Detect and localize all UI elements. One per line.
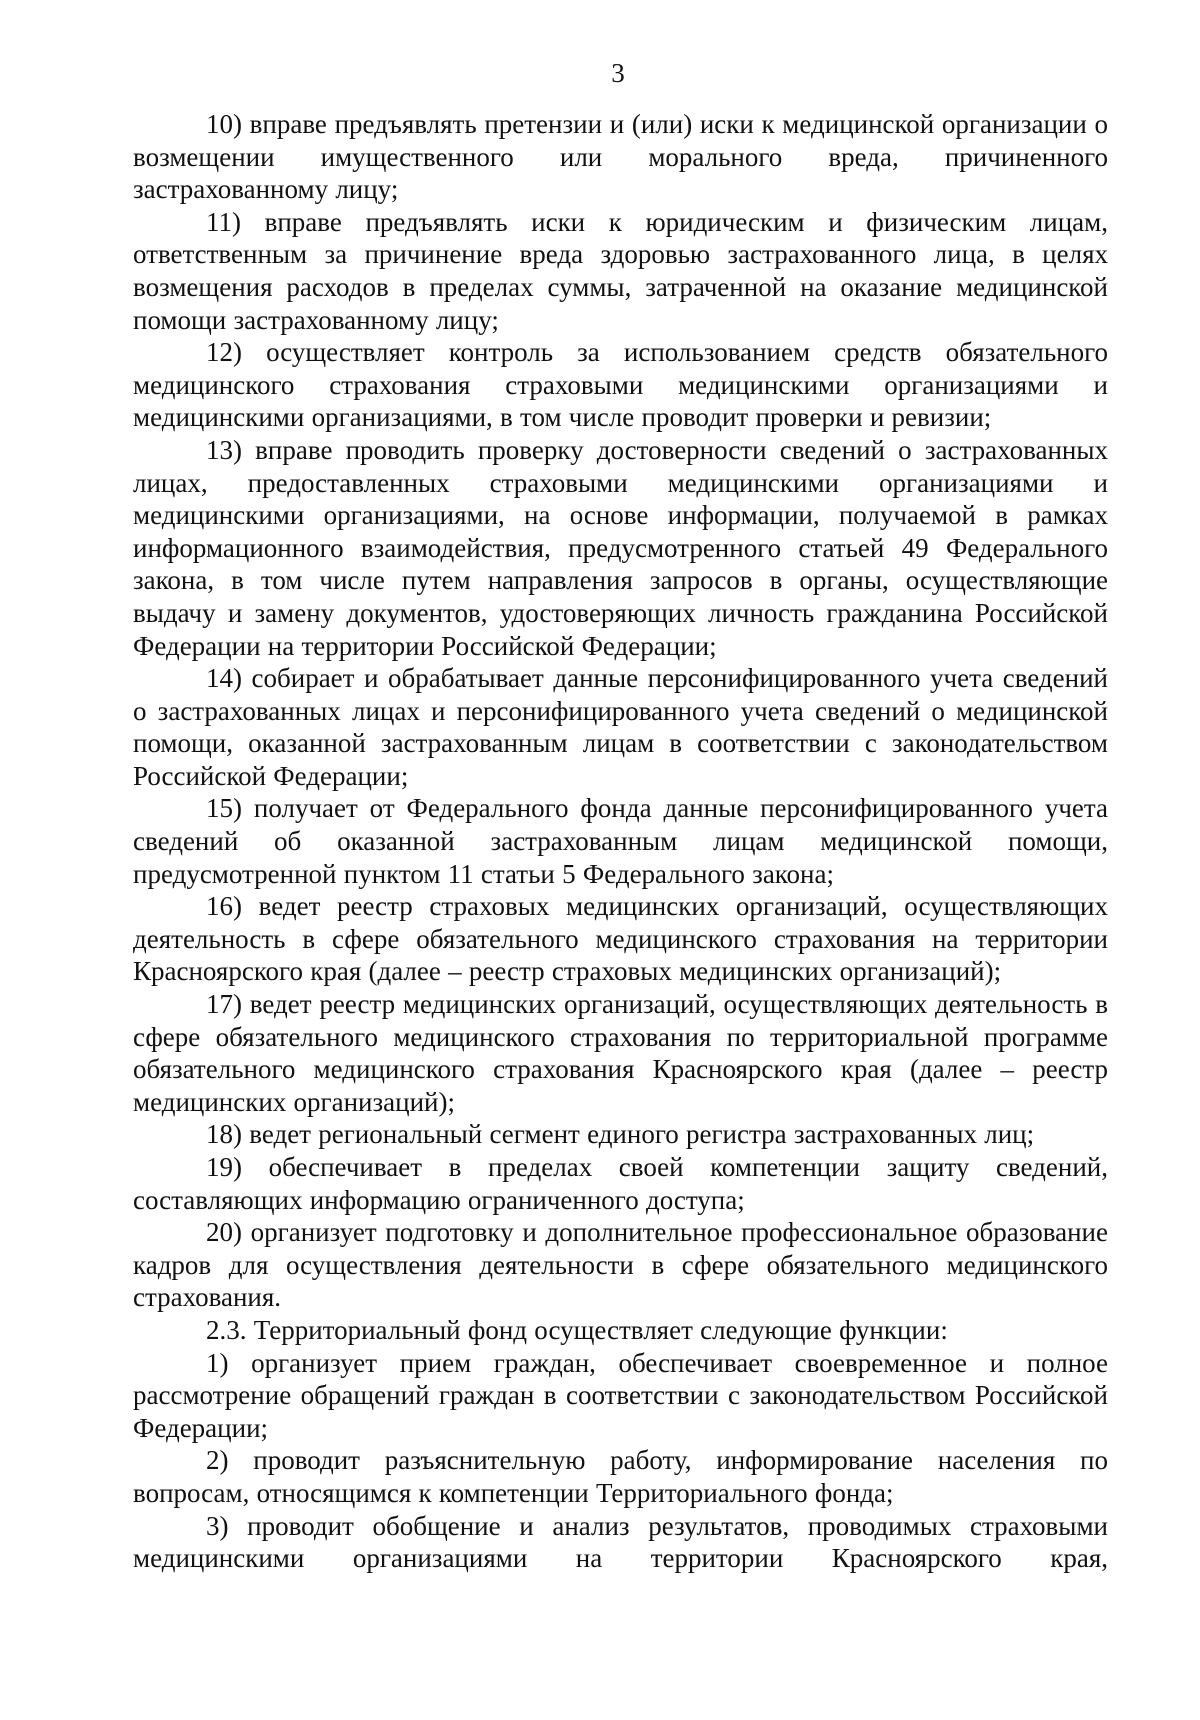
- paragraph-item-14: 14) собирает и обрабатывает данные персонифицированного учета сведений о застрахованных лицах и персонифицированного учета сведений о медицинской помощи, оказанной застрахованным лицам в соответствии с законодательством Российской Федерации;: [133, 663, 1108, 791]
- function-item-2: 2) проводит разъяснительную работу, информирование населения по вопросам, относящимся к компетенции Территориального фонда;: [133, 1445, 1108, 1508]
- paragraph-item-13: 13) вправе проводить проверку достоверности сведений о застрахованных лицах, предоставленных страховыми медицинскими организациями и медицинскими организациями, на основе информации, получаемой в рамках информационного взаимодействия, предусмотренного статьей 49 Федерального закона, в том числе путем направления запросов в органы, осуществляющие выдачу и замену документов, удостоверяющих личность гражданина Российской Федерации на территории Российской Федерации;: [133, 434, 1108, 661]
- function-item-1: 1) организует прием граждан, обеспечивает своевременное и полное рассмотрение обращений граждан в соответствии с законодательством Российской Федерации;: [133, 1347, 1108, 1443]
- paragraph-item-19: 19) обеспечивает в пределах своей компетенции защиту сведений, составляющих информацию ограниченного доступа;: [133, 1152, 1108, 1215]
- paragraph-item-18: 18) ведет региональный сегмент единого регистра застрахованных лиц;: [206, 1119, 1035, 1150]
- paragraph-item-17: 17) ведет реестр медицинских организаций, осуществляющих деятельность в сфере обязательного медицинского страхования по территориальной программе обязательного медицинского страхования Красноярского края (далее – реестр медицинских организаций);: [133, 989, 1108, 1117]
- paragraph-item-20: 20) организует подготовку и дополнительное профессиональное образование кадров для осуществления деятельности в сфере обязательного медицинского страхования.: [133, 1217, 1108, 1313]
- paragraph-item-16: 16) ведет реестр страховых медицинских организаций, осуществляющих деятельность в сфере обязательного медицинского страхования на территории Красноярского края (далее – реестр страховых медицинских организаций);: [133, 891, 1108, 987]
- document-body: [133, 108, 1108, 1575]
- paragraph-item-10: 10) вправе предъявлять претензии и (или) иски к медицинской организации о возмещении имущественного или морального вреда, причиненного застрахованному лицу;: [133, 109, 1108, 205]
- function-item-3: 3) проводит обобщение и анализ результатов, проводимых страховыми медицинскими организациями на территории Красноярского края,: [133, 1510, 1108, 1574]
- paragraph-item-11: 11) вправе предъявлять иски к юридическим и физическим лицам, ответственным за причинение вреда здоровью застрахованного лица, в целях возмещения расходов в пределах суммы, затраченной на оказание медицинской помощи застрахованному лицу;: [133, 206, 1108, 335]
- section-heading-2-3: 2.3. Территориальный фонд осуществляет следующие функции:: [206, 1314, 948, 1345]
- paragraph-item-15: 15) получает от Федерального фонда данные персонифицированного учета сведений об оказанной застрахованным лицам медицинской помощи, предусмотренной пунктом 11 статьи 5 Федерального закона;: [133, 793, 1108, 889]
- paragraph-item-12: 12) осуществляет контроль за использованием средств обязательного медицинского страхования страховыми медицинскими организациями и медицинскими организациями, в том числе проводит проверки и ревизии;: [133, 337, 1108, 433]
- page-number: 3: [611, 58, 625, 88]
